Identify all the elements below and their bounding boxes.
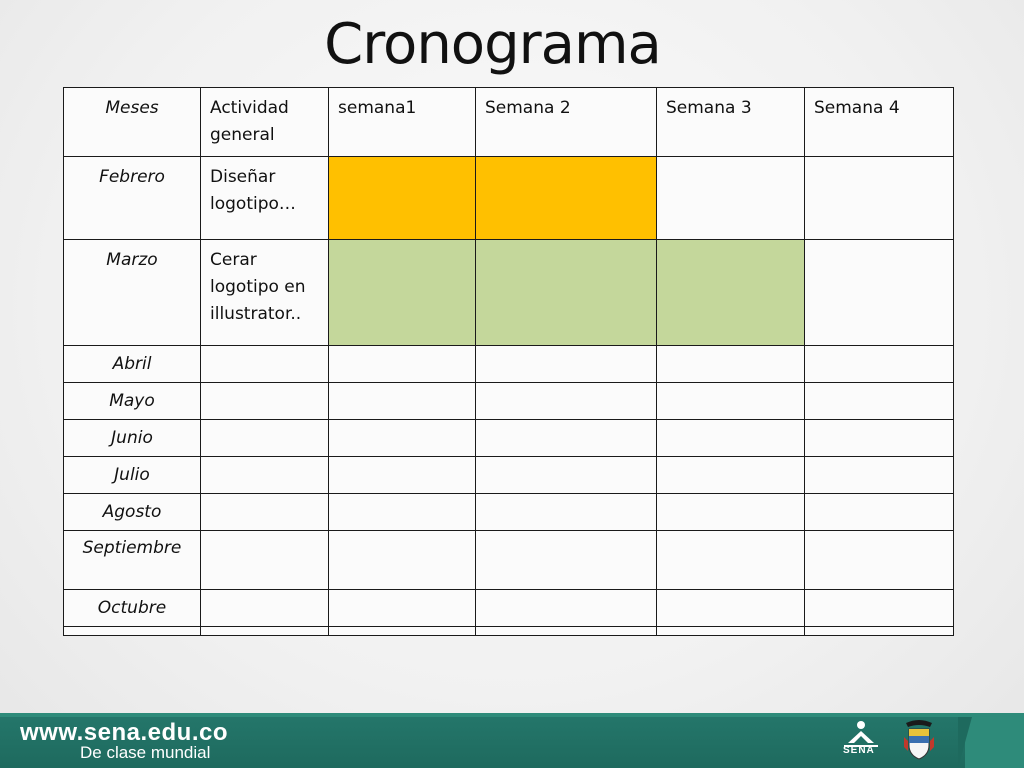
week-cell	[657, 383, 805, 420]
header-semana1: semana1	[329, 88, 476, 157]
footer-band-tip	[958, 717, 972, 768]
month-cell: Agosto	[64, 494, 201, 531]
table-row	[64, 627, 954, 636]
week-cell	[657, 494, 805, 531]
week-cell	[476, 531, 657, 590]
week-cell	[329, 346, 476, 383]
table-row	[64, 157, 954, 240]
week-cell	[476, 346, 657, 383]
week-cell	[805, 383, 954, 420]
activity-cell	[201, 590, 329, 627]
activity-line: illustrator..	[210, 304, 302, 324]
week-cell	[805, 531, 954, 590]
activity-cell	[201, 494, 329, 531]
sena-logo-icon	[838, 719, 884, 765]
table-row	[64, 590, 954, 627]
week-cell-highlighted	[329, 157, 476, 240]
table-row	[64, 420, 954, 457]
header-meses: Meses	[64, 88, 201, 157]
week-cell	[329, 420, 476, 457]
table-row	[64, 494, 954, 531]
page-title: Cronograma	[324, 12, 661, 77]
week-cell	[805, 420, 954, 457]
header-semana2: Semana 2	[476, 88, 657, 157]
week-cell	[476, 494, 657, 531]
week-cell	[329, 383, 476, 420]
week-cell	[476, 383, 657, 420]
table-row	[64, 383, 954, 420]
sena-logo-text: SENA	[843, 745, 875, 756]
tagline: De clase mundial	[80, 743, 211, 762]
activity-cell	[201, 420, 329, 457]
activity-line: logotipo…	[210, 194, 296, 214]
week-cell	[476, 590, 657, 627]
footer-bar	[0, 713, 1024, 768]
month-cell: Julio	[64, 457, 201, 494]
month-cell: Abril	[64, 346, 201, 383]
activity-cell	[201, 383, 329, 420]
week-cell	[657, 457, 805, 494]
header-actividad: Actividad general	[201, 88, 329, 157]
activity-cell	[201, 157, 329, 240]
week-cell	[805, 157, 954, 240]
week-cell-highlighted	[476, 157, 657, 240]
activity-cell	[201, 240, 329, 346]
week-cell	[805, 590, 954, 627]
activity-line: logotipo en	[210, 277, 306, 297]
week-cell	[805, 457, 954, 494]
header-semana4: Semana 4	[805, 88, 954, 157]
week-cell	[476, 627, 657, 636]
week-cell	[476, 457, 657, 494]
week-cell-highlighted	[657, 240, 805, 346]
month-cell: Septiembre	[64, 531, 201, 590]
activity-cell	[201, 627, 329, 636]
schedule-table	[63, 87, 954, 636]
activity-cell	[201, 346, 329, 383]
week-cell	[657, 627, 805, 636]
week-cell	[657, 531, 805, 590]
header-row	[64, 88, 954, 157]
week-cell	[657, 157, 805, 240]
week-cell	[805, 240, 954, 346]
week-cell	[657, 346, 805, 383]
month-cell: Mayo	[64, 383, 201, 420]
table-row	[64, 531, 954, 590]
month-cell: Marzo	[64, 240, 201, 346]
activity-line: Cerar	[210, 250, 257, 270]
colombia-coat-of-arms-icon	[900, 717, 938, 763]
week-cell	[329, 531, 476, 590]
week-cell	[329, 457, 476, 494]
website-link[interactable]: www.sena.edu.co	[20, 719, 228, 746]
month-cell: Octubre	[64, 590, 201, 627]
month-cell	[64, 627, 201, 636]
table-row	[64, 346, 954, 383]
activity-cell	[201, 457, 329, 494]
week-cell	[329, 627, 476, 636]
week-cell	[805, 346, 954, 383]
month-cell: Febrero	[64, 157, 201, 240]
week-cell	[657, 420, 805, 457]
table-row	[64, 457, 954, 494]
week-cell-highlighted	[476, 240, 657, 346]
activity-cell	[201, 531, 329, 590]
week-cell	[805, 494, 954, 531]
table-row	[64, 240, 954, 346]
week-cell-highlighted	[329, 240, 476, 346]
header-semana3: Semana 3	[657, 88, 805, 157]
week-cell	[805, 627, 954, 636]
week-cell	[329, 494, 476, 531]
month-cell: Junio	[64, 420, 201, 457]
week-cell	[329, 590, 476, 627]
week-cell	[476, 420, 657, 457]
activity-line: Diseñar	[210, 167, 276, 187]
week-cell	[657, 590, 805, 627]
